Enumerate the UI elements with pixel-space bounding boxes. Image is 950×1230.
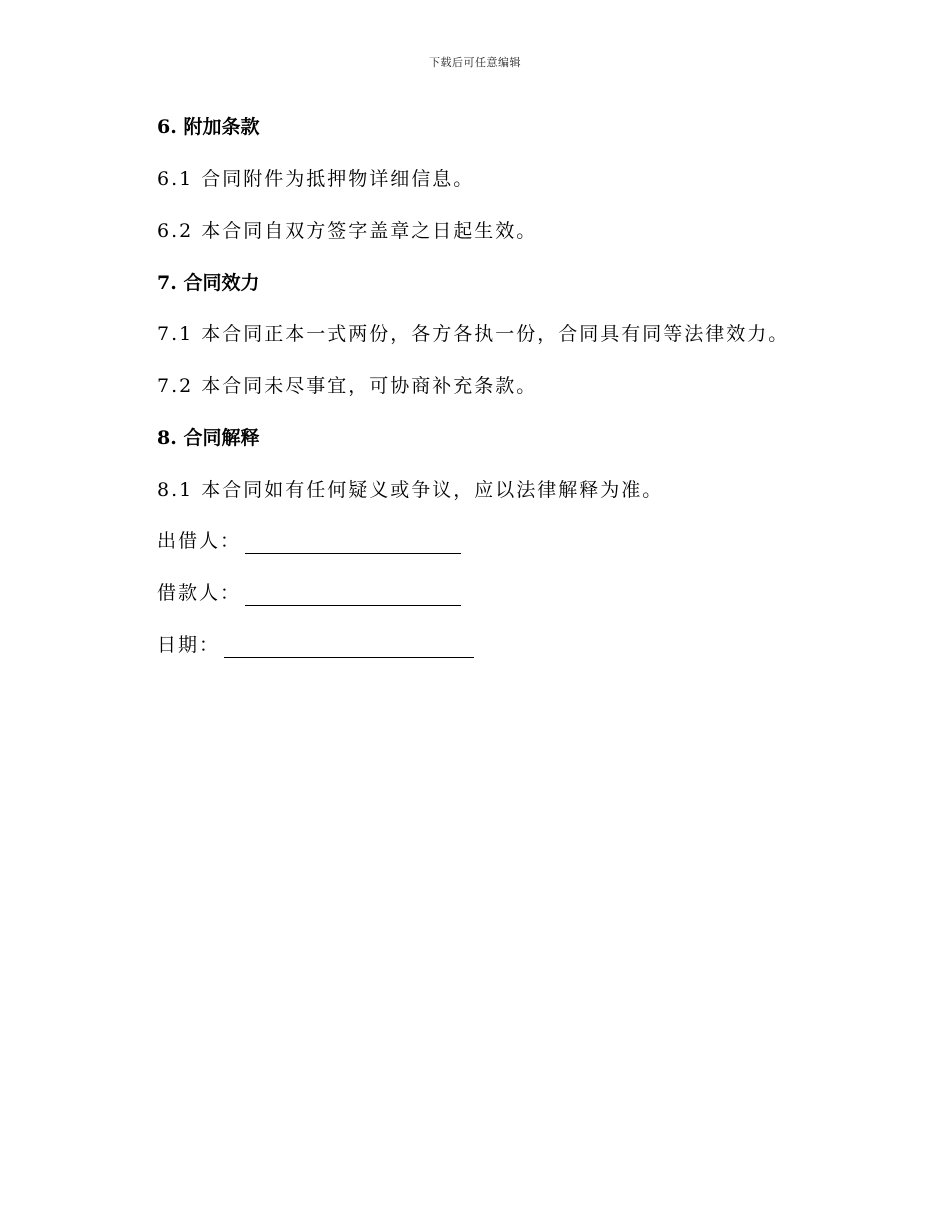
section-heading-7: 7. 合同效力 [157,272,260,294]
clause-6-1: 6.1 合同附件为抵押物详细信息。 [157,168,475,190]
date-line [224,637,474,658]
borrower-label: 借款人： [157,582,242,604]
borrower-signature-line [245,585,461,606]
lender-label: 出借人： [157,530,242,552]
date-label: 日期： [157,634,221,656]
clause-6-2: 6.2 本合同自双方签字盖章之日起生效。 [157,220,538,242]
section-heading-8: 8. 合同解释 [157,427,260,449]
lender-signature-line [245,533,461,554]
page-header: 下载后可任意编辑 [429,56,521,69]
section-heading-6: 6. 附加条款 [157,116,260,138]
clause-8-1: 8.1 本合同如有任何疑义或争议，应以法律解释为准。 [157,479,664,501]
date-row [157,632,474,658]
clause-7-1: 7.1 本合同正本一式两份，各方各执一份，合同具有同等法律效力。 [157,323,790,345]
lender-signature-row [157,528,461,554]
clause-7-2: 7.2 本合同未尽事宜，可协商补充条款。 [157,375,538,397]
borrower-signature-row [157,580,461,606]
